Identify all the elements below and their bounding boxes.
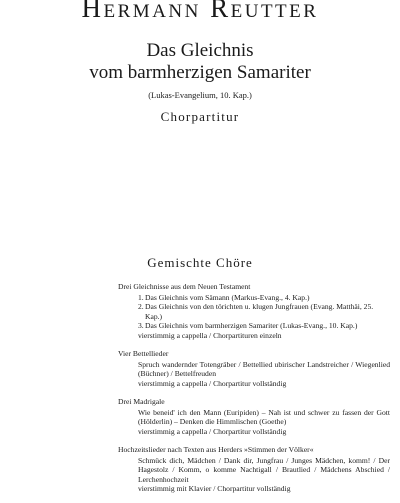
item-number: 3. [138,321,144,330]
group-title: Vier Bettellieder [118,349,169,358]
list-item [118,302,390,321]
group-title: Drei Madrigale [118,397,165,406]
catalog-group [118,349,390,388]
composer-name: Hermann Reutter [81,0,319,23]
group-description: Schmück dich, Mädchen / Dank dir, Jungfrau / Junges Mädchen, komm! / Der Hagestolz / Komm, o komme Nachtigall / Brautlied / Mädchens Abschied / Lerchenhochzeit [138,455,390,484]
catalog-group [118,282,390,340]
group-description: Spruch wandernder Totengräber / Bettellied ubirischer Landstreicher / Wiegenlied (Büchner) / Bettelfreuden [138,359,390,378]
group-note: vierstimmig a cappella / Chorpartitur vollständig [138,426,287,436]
item-text: Das Gleichnis von den törichten u. klugen Jungfrauen (Evang. Matthäi, 25. Kap.) [145,302,374,321]
catalog-group [118,397,390,436]
group-title: Hochzeitslieder nach Texten aus Herders »Stimmen der Völker« [118,445,314,454]
work-title-line-1: Das Gleichnis [146,40,254,61]
item-text: Das Gleichnis vom Sämann (Markus-Evang., 4. Kap.) [145,292,310,302]
item-text: Das Gleichnis vom barmherzigen Samariter (Lukas-Evang., 10. Kap.) [145,321,358,330]
catalog-list [118,282,390,503]
group-description: Wie beneid' ich den Mann (Euripiden) – Nah ist und schwer zu fassen der Gott (Hölderlin) – Denken die Himmlischen (Goethe) [138,407,390,426]
group-title: Drei Gleichnisse aus dem Neuen Testament [118,282,251,291]
group-note: vierstimmig a cappella / Chorpartituren einzeln [138,330,282,340]
catalog-heading: Gemischte Chöre [147,255,253,270]
score-type: Chorpartitur [160,109,240,124]
list-item [118,293,390,303]
group-note: vierstimmig a cappella / Chorpartitur vollständig [138,378,287,388]
list-item [118,321,390,331]
group-note: vierstimmig mit Klavier / Chorpartitur vollständig [138,484,291,493]
item-number: 1. [138,292,144,302]
work-subtitle: (Lukas-Evangelium, 10. Kap.) [148,90,252,100]
item-number: 2. [138,302,144,311]
work-title-line-2: vom barmherzigen Samariter [89,62,311,83]
catalog-group [118,445,390,494]
